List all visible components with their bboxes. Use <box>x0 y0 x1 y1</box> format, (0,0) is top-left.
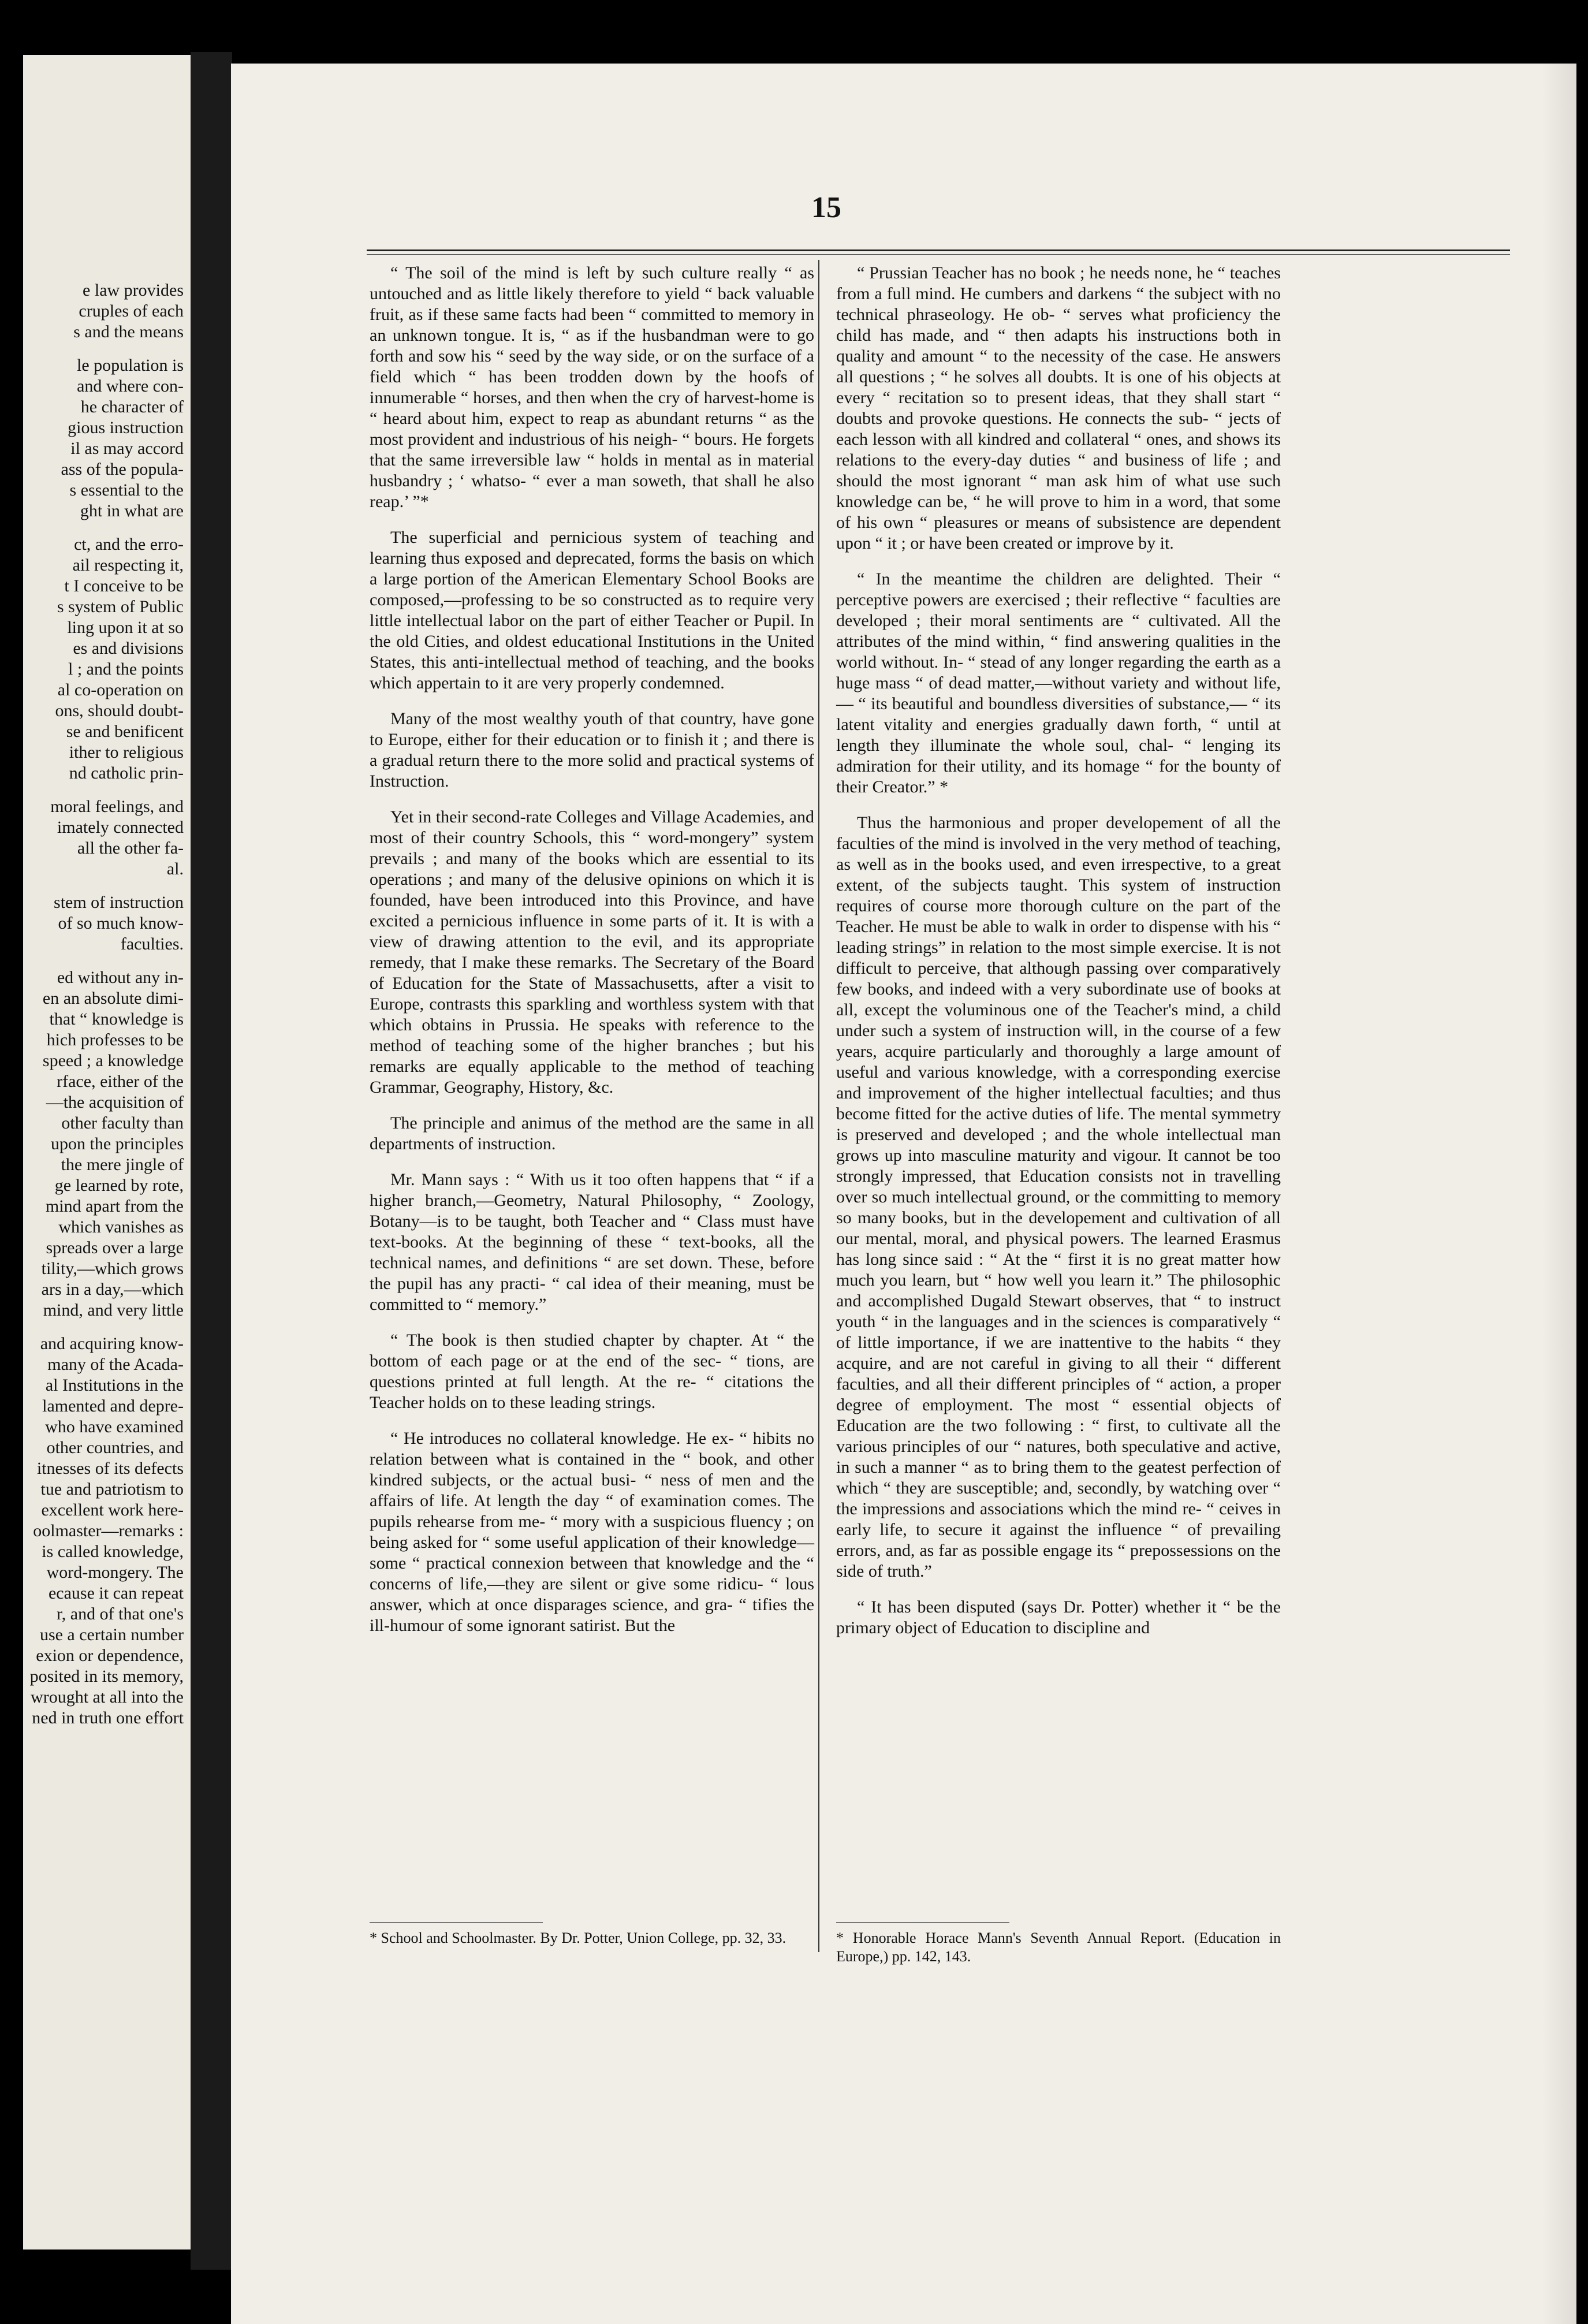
facing-page-line: excellent work here- <box>41 1500 184 1519</box>
facing-page-line: gious instruction <box>68 418 184 437</box>
facing-page-line: mind apart from the <box>45 1197 184 1216</box>
facing-page-line: that “ knowledge is <box>49 1010 184 1029</box>
facing-page-line: ars in a day,—which <box>41 1280 184 1299</box>
facing-page-block <box>30 796 184 880</box>
paragraph: Yet in their second-rate Colleges and Village Academies, and most of their country Schools, this “ word-mongery” system prevails ; and many of the books which are essential to its operations ; and many of the delusive opinions on which it is founded, have been introduced into this Province, and have excited a pernicious influence in some parts of it. It is with a view of drawing attention to the evil, and its appropriate remedy, that I make these remarks. The Secretary of the Board of Education for the State of Massachusetts, after a visit to Europe, contrasts this sparkling and worthless system with that which obtains in Prussia. He speaks with reference to the method of teaching some of the higher branches ; but his remarks are equally applicable to the method of teaching Grammar, Geography, History, &c. <box>370 807 814 1097</box>
paragraph: Thus the harmonious and proper developement of all the faculties of the mind is involved in the very method of teaching, as well as in the books used, and even irrespective, to a great extent, of the subjects taught. This system of instruction requires of course more thorough culture on the part of the Teacher. He must be able to walk in order to dispense with his “ leading strings” in relation to the most simple exercise. It is not difficult to perceive, that although passing over comparatively few books, and indeed with a very subordinate use of books at all, except the voluminous one of the Teacher's mind, a child under such a system of instruction will, in the course of a few years, acquire particularly and thoroughly a large amount of useful and various knowledge, with a corresponding exercise and improvement of the higher intellectual faculties; and thus become fitted for the active duties of life. The mental symmetry is preserved and developed ; and the whole intellectual man grows up into masculine maturity and vigour. It cannot be too strongly impressed, that Education consists not in travelling over so much intellectual ground, or the committing to memory so many books, but in the developement and cultivation of all our mental, moral, and physical powers. The learned Erasmus has long since said : “ At the “ first it is no great matter how much you learn, but “ how well you learn it.” The philosophic and accomplished Dugald Stewart observes, that “ to instruct youth “ in the languages and in the sciences is comparatively “ of little importance, if we are inattentive to the habits “ they acquire, and are not careful in giving to all their “ different faculties, and all their different principles of “ action, a proper degree of employment. The most “ essential objects of Education are the two following : “ first, to cultivate all the various principles of our “ natures, both speculative and active, in such a manner “ as to bring them to the geatest perfection of which “ they are susceptible; and, secondly, by watching over “ the impressions and associations which the mind re- “ ceives in early life, to secure it against the influence “ of prevailing errors, and, as far as possible engage its “ prepossessions on the side of truth.” <box>836 813 1281 1581</box>
header-rule-thin <box>367 254 1510 255</box>
facing-page-line: tility,—which grows <box>41 1259 184 1278</box>
facing-page-line: ned in truth one effort <box>32 1708 184 1727</box>
paragraph: The superficial and pernicious system of teaching and learning thus exposed and deprecated, forms the basis on which a large portion of the American Elementary School Books are composed,—professing to be so constructed as to require very little intellectual labor on the part of either Teacher or Pupil. In the old Cities, and oldest educational Institutions in the United States, this anti-intellectual method of teaching, and the books which appertain to it are very properly condemned. <box>370 528 814 692</box>
facing-page-line: which vanishes as <box>58 1217 184 1237</box>
facing-page-line: posited in its memory, <box>29 1667 184 1686</box>
facing-page-line: ail respecting it, <box>72 556 184 575</box>
facing-page-line: use a certain number <box>39 1625 184 1644</box>
facing-page-line: le population is <box>77 356 184 375</box>
page-edge-shade <box>1542 64 1576 2324</box>
facing-page-line: ed without any in- <box>57 968 184 987</box>
paragraph: “ It has been disputed (says Dr. Potter) whether it “ be the primary object of Education to discipline and <box>836 1597 1281 1637</box>
facing-page-line: s and the means <box>73 322 184 341</box>
facing-page-block <box>30 280 184 342</box>
facing-page-line: hich professes to be <box>46 1030 184 1049</box>
facing-page-line: al Institutions in the <box>45 1376 184 1395</box>
facing-page-line: exion or dependence, <box>36 1646 184 1665</box>
facing-page-text <box>30 280 184 1741</box>
footnote-rule <box>370 1922 543 1923</box>
facing-page-line: es and divisions <box>73 639 184 658</box>
facing-page-line: and where con- <box>77 377 184 396</box>
facing-page-line: upon the principles <box>51 1134 184 1153</box>
facing-page-block <box>30 892 184 955</box>
facing-page-line: the mere jingle of <box>61 1155 184 1174</box>
facing-page-line: s essential to the <box>69 481 184 500</box>
header-rule <box>367 249 1510 251</box>
facing-page-line: ge learned by rote, <box>54 1176 184 1195</box>
facing-page-line: who have examined <box>45 1417 184 1436</box>
facing-page-line: moral feelings, and <box>50 797 184 816</box>
facing-page-fragment <box>23 55 191 2249</box>
facing-page-line: itnesses of its defects <box>36 1459 184 1478</box>
facing-page-line: al co-operation on <box>57 680 184 699</box>
facing-page-block <box>30 1334 184 1729</box>
facing-page-line: faculties. <box>120 934 184 954</box>
facing-page-line: he character of <box>80 397 184 416</box>
paragraph: “ In the meantime the children are delighted. Their “ perceptive powers are exercised ; their reflective “ faculties are developed ; their moral sentiments are “ cultivated. All the attributes of the mind within, “ find answering qualities in the world without. In- “ stead of any longer regarding the earth as a huge mass “ of dead matter,—without variety and without life,— “ its beautiful and boundless diversities of substance,— “ its latent vitality and energies gradually dawn forth, “ until at length they illuminate the whole soul, chal- “ lenging its admiration for their utility, and its homage “ for the bounty of their Creator.” * <box>836 569 1281 796</box>
facing-page-line: —the acquisition of <box>46 1093 184 1112</box>
left-column <box>370 263 814 1651</box>
facing-page-line: t I conceive to be <box>64 576 184 595</box>
paragraph: Mr. Mann says : “ With us it too often happens that “ if a higher branch,—Geometry, Natural Philosophy, “ Zoology, Botany—is to be taught, both Teacher and “ Class must have text-books. At the beginning of these “ text-books, all the technical names, and definitions “ are set down. These, before the pupil has any practi- “ cal idea of their meaning, must be committed to “ memory.” <box>370 1170 814 1314</box>
facing-page-line: se and benificent <box>66 722 184 741</box>
facing-page-line: al. <box>166 859 184 878</box>
facing-page-line: spreads over a large <box>46 1238 184 1257</box>
facing-page-line: ght in what are <box>80 501 184 520</box>
facing-page-line: s system of Public <box>57 597 184 616</box>
facing-page-line: lamented and depre- <box>42 1396 184 1416</box>
facing-page-line: wrought at all into the <box>31 1688 184 1707</box>
footnote-left: * School and Schoolmaster. By Dr. Potter, Union College, pp. 32, 33. <box>370 1930 786 1946</box>
facing-page-line: rface, either of the <box>57 1072 184 1091</box>
facing-page-line: imately connected <box>57 818 184 837</box>
paragraph: Many of the most wealthy youth of that country, have gone to Europe, either for their education or to finish it ; and there is a gradual return there to the more solid and practical systems of Instruction. <box>370 709 814 791</box>
paragraph: The principle and animus of the method are the same in all departments of instruction. <box>370 1113 814 1153</box>
paragraph: “ He introduces no collateral knowledge. He ex- “ hibits no relation between what is contained in the “ book, and other kindred subjects, or the actual busi- “ ness of men and the affairs of life. At length the day “ of examination comes. The pupils rehearse from me- “ mory with a suspicious fluency ; on being asked for “ some useful application of their knowledge—some “ practical connexion between that knowledge and the “ concerns of life,—they are silent or give some ridicu- “ lous answer, which at once disparages science, and gra- “ tifies the ill-humour of some ignorant satirist. But the <box>370 1429 814 1635</box>
footnote-right: * Honorable Horace Mann's Seventh Annual Report. (Education in Europe,) pp. 142, 143. <box>836 1930 1281 1965</box>
facing-page-line: e law provides <box>83 281 184 300</box>
facing-page-line: other faculty than <box>61 1113 184 1133</box>
facing-page-line: r, and of that one's <box>57 1604 184 1623</box>
facing-page-line: many of the Acada- <box>47 1355 184 1374</box>
facing-page-line: stem of instruction <box>54 893 184 912</box>
facing-page-line: ct, and the erro- <box>74 535 184 554</box>
footnote-rule <box>836 1922 1009 1923</box>
facing-page-line: il as may accord <box>70 439 184 458</box>
facing-page-line: of so much know- <box>58 914 184 933</box>
facing-page-line: nd catholic prin- <box>69 764 184 783</box>
paragraph: “ The soil of the mind is left by such culture really “ as untouched and as little likely therefore to yield “ back valuable fruit, as if these same facts had been “ committed to memory in an unknown tongue. It is, “ as if the husbandman were to go forth and sow his “ seed by the way side, or on the surface of a field which “ has been trodden down by the hoofs of innumerable “ horses, and then when the cry of harvest-home is “ heard about him, expect to reap as abundant returns “ as the most provident and industrious of his neigh- “ bours. He forgets that the same irreversible law “ holds in mental as in material husbandry ; ‘ whatso- “ ever a man soweth, that shall he also reap.’ ”* <box>370 263 814 511</box>
column-divider <box>818 260 819 1952</box>
right-column <box>836 263 1281 1653</box>
document-page <box>231 64 1576 2324</box>
facing-page-line: cruples of each <box>79 301 184 321</box>
facing-page-line: l ; and the points <box>68 660 184 679</box>
facing-page-line: is called knowledge, <box>42 1542 184 1561</box>
facing-page-line: word-mongery. The <box>46 1563 184 1582</box>
facing-page-line: tue and patriotism to <box>40 1480 184 1499</box>
facing-page-line: speed ; a knowledge <box>42 1051 184 1070</box>
page-number: 15 <box>811 191 841 224</box>
facing-page-line: all the other fa- <box>77 839 184 858</box>
facing-page-line: other countries, and <box>46 1438 184 1457</box>
facing-page-line: and acquiring know- <box>40 1334 184 1353</box>
facing-page-block <box>30 355 184 522</box>
facing-page-line: mind, and very little <box>43 1301 184 1320</box>
facing-page-line: ling upon it at so <box>67 618 184 637</box>
paragraph: “ Prussian Teacher has no book ; he needs none, he “ teaches from a full mind. He cumbers and darkens “ the subject with no technical phraseology. He ob- “ serves what proficiency the child has made, and “ then adapts his instructions both in quality and amount “ to the necessity of the case. He answers all questions ; “ he solves all doubts. It is one of his objects at every “ recitation so to present ideas, that they shall start “ doubts and provoke questions. He connects the sub- “ jects of each lesson with all kindred and collateral “ ones, and shows its relations to the every-day duties “ and business of life ; and should the most ignorant “ man ask him of what use such knowledge can be, “ he will prove to him in a word, that some of his own “ pleasures or means of subsistence are dependent upon “ it ; or have been created or improve by it. <box>836 263 1281 553</box>
facing-page-block <box>30 967 184 1321</box>
facing-page-line: ons, should doubt- <box>55 701 184 720</box>
book-gutter <box>191 52 232 2270</box>
facing-page-block <box>30 534 184 784</box>
facing-page-line: oolmaster—remarks : <box>33 1521 184 1540</box>
facing-page-line: ither to religious <box>69 743 184 762</box>
facing-page-line: en an absolute dimi- <box>42 989 184 1008</box>
paragraph: “ The book is then studied chapter by chapter. At “ the bottom of each page or at the end of the sec- “ tions, are questions printed at full length. At the re- “ citations the Teacher holds on to these leading strings. <box>370 1331 814 1412</box>
facing-page-line: ass of the popula- <box>61 460 184 479</box>
facing-page-line: ecause it can repeat <box>48 1584 184 1603</box>
